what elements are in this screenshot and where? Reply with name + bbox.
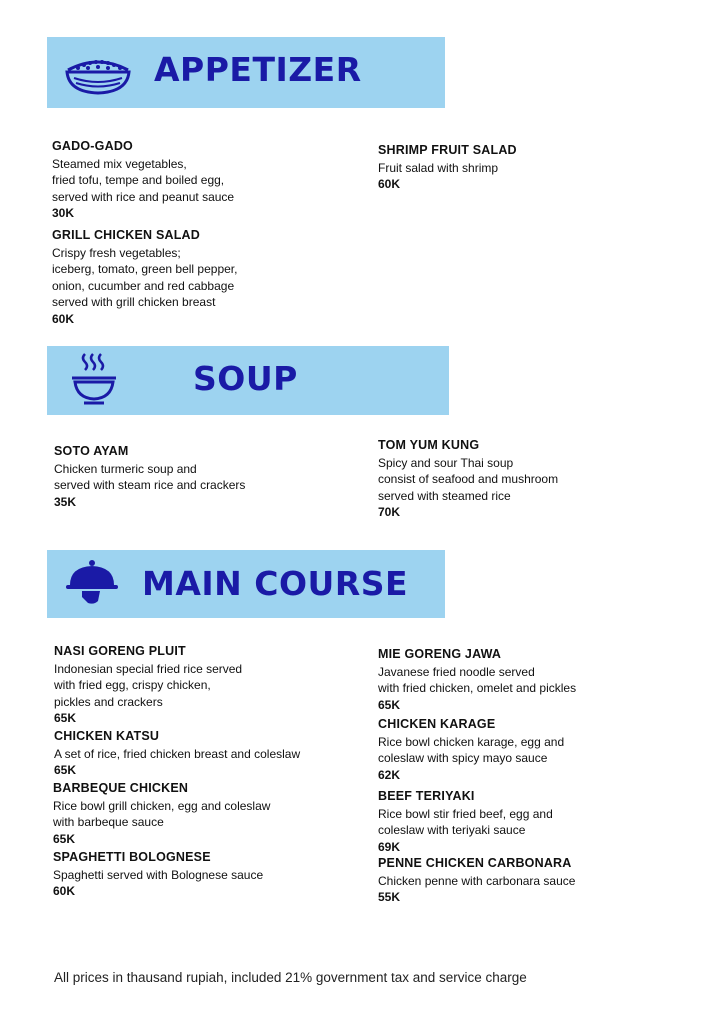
menu-item	[54, 643, 242, 727]
item-description: Chicken turmeric soup and served with steam rice and crackers	[54, 461, 246, 492]
menu-item	[54, 728, 300, 779]
item-name: BEEF TERIYAKI	[378, 789, 475, 803]
item-description: Rice bowl chicken karage, egg and coleslaw with spicy mayo sauce	[378, 734, 565, 765]
item-price: 65K	[53, 831, 76, 846]
item-description: Spaghetti served with Bolognese sauce	[53, 867, 264, 882]
item-name: SPAGHETTI BOLOGNESE	[53, 850, 211, 864]
item-name: GADO-GADO	[52, 139, 133, 153]
menu-item	[378, 142, 517, 193]
item-price: 35K	[54, 494, 77, 509]
item-price: 65K	[378, 697, 401, 712]
menu-item	[378, 855, 575, 906]
item-description: A set of rice, fried chicken breast and coleslaw	[54, 746, 301, 761]
item-description: Indonesian special fried rice served with fried egg, crispy chicken, pickles and crackers	[54, 661, 243, 709]
menu-item	[53, 780, 270, 847]
item-price: 55K	[378, 890, 401, 904]
menu-item	[52, 138, 234, 222]
item-price: 30K	[52, 206, 75, 220]
item-name: BARBEQUE CHICKEN	[53, 781, 189, 795]
soup-title: SOUP	[193, 359, 298, 398]
item-description: Rice bowl grill chicken, egg and coleslaw with barbeque sauce	[53, 798, 271, 829]
main-course-title: MAIN COURSE	[142, 564, 409, 603]
item-description: Javanese fried noodle served with fried chicken, omelet and pickles	[378, 664, 577, 695]
menu-item	[53, 849, 263, 900]
item-price: 70K	[378, 505, 401, 519]
menu-item	[378, 716, 564, 783]
item-name: CHICKEN KATSU	[54, 729, 160, 743]
item-price: 60K	[378, 177, 401, 191]
item-price: 69K	[378, 839, 401, 854]
item-price: 65K	[54, 763, 77, 777]
hot-soup-icon	[70, 352, 120, 408]
item-description: Crispy fresh vegetables; iceberg, tomato, green bell pepper, onion, cucumber and red cabbage served with grill chicken breast	[52, 245, 238, 309]
item-price: 60K	[53, 884, 76, 898]
menu-item	[378, 788, 553, 855]
item-price: 65K	[54, 711, 77, 725]
item-name: MIE GORENG JAWA	[378, 647, 502, 661]
item-name: GRILL CHICKEN SALAD	[52, 228, 201, 242]
item-price: 60K	[52, 311, 75, 326]
item-description: Steamed mix vegetables, fried tofu, tempe and boiled egg, served with rice and peanut sauce	[52, 156, 235, 204]
item-price: 62K	[378, 767, 401, 782]
menu-item	[378, 437, 558, 521]
menu-item	[378, 646, 576, 713]
bowl-icon	[64, 50, 132, 96]
item-description: Fruit salad with shrimp	[378, 160, 499, 175]
menu-item	[52, 227, 237, 327]
item-description: Spicy and sour Thai soup consist of seafood and mushroom served with steamed rice	[378, 455, 559, 503]
item-name: PENNE CHICKEN CARBONARA	[378, 856, 572, 870]
item-name: CHICKEN KARAGE	[378, 717, 496, 731]
item-name: TOM YUM KUNG	[378, 438, 480, 452]
price-note: All prices in thausand rupiah, included 21% government tax and service charge	[54, 970, 527, 985]
item-name: SHRIMP FRUIT SALAD	[378, 143, 517, 157]
item-name: NASI GORENG PLUIT	[54, 644, 186, 658]
appetizer-title: APPETIZER	[154, 50, 362, 89]
item-description: Rice bowl stir fried beef, egg and coleslaw with teriyaki sauce	[378, 806, 553, 837]
item-description: Chicken penne with carbonara sauce	[378, 873, 576, 888]
item-name: SOTO AYAM	[54, 444, 129, 458]
menu-item	[54, 443, 245, 510]
serving-cloche-icon	[64, 557, 120, 609]
